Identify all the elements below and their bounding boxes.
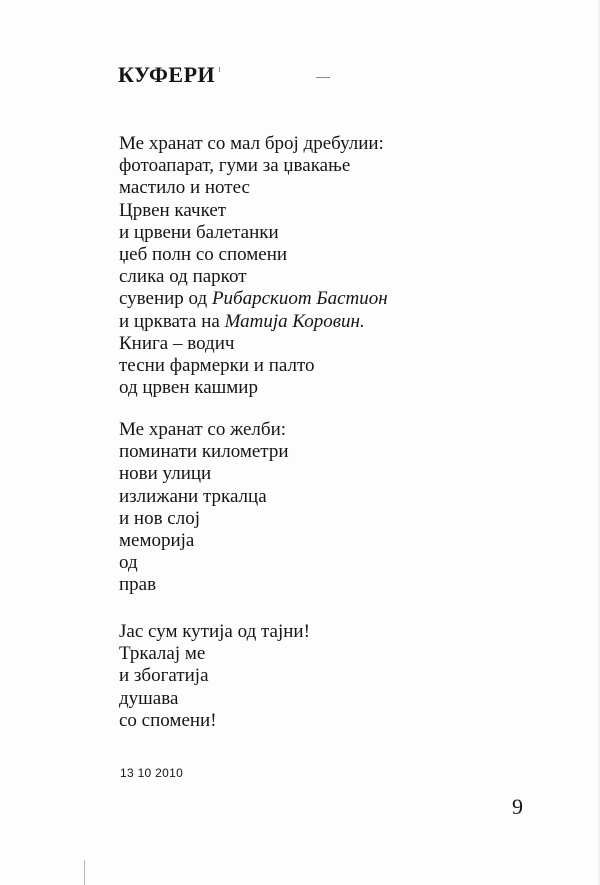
poem-line: Црвен качкет bbox=[119, 199, 227, 221]
scan-mark bbox=[316, 77, 330, 78]
poem-line: тесни фармерки и палто bbox=[119, 354, 315, 376]
poem-line: од bbox=[119, 552, 138, 574]
poem-line: џеб полн со спомени bbox=[119, 243, 288, 265]
poem-line: нови улици bbox=[119, 463, 212, 485]
poem-line: од црвен кашмир bbox=[119, 377, 258, 399]
poem-line bbox=[119, 288, 388, 310]
poem-line: и збогатија bbox=[119, 665, 209, 687]
italic-place-name: Матија Коровин. bbox=[224, 310, 365, 332]
stanza-3 bbox=[119, 621, 310, 732]
scan-mark bbox=[219, 67, 220, 72]
poem-line: прав bbox=[119, 574, 157, 596]
poem-line: излижани тркалца bbox=[119, 485, 267, 507]
poem-date: 13 10 2010 bbox=[120, 766, 184, 780]
poem-line: поминати километри bbox=[119, 441, 289, 463]
poem-line: мастило и нотес bbox=[119, 177, 250, 199]
poem-line: слика од паркот bbox=[119, 266, 247, 288]
scan-mark bbox=[84, 860, 85, 885]
poem-line: и нов слој bbox=[119, 507, 201, 529]
stanza-2 bbox=[119, 419, 289, 597]
poem-line: Тркалај ме bbox=[119, 643, 206, 665]
poem-line: меморија bbox=[119, 529, 195, 551]
poem-line: Ме хранат со мал број дребулии: bbox=[119, 133, 384, 154]
poem-line: и црвени балетанки bbox=[119, 221, 279, 243]
poem-title: КУФЕРИ bbox=[118, 62, 216, 87]
page-number: 9 bbox=[512, 794, 523, 819]
poem-line: Ме хранат со желби: bbox=[119, 419, 287, 440]
poem-line: фотоапарат, гуми за џвакање bbox=[119, 155, 351, 177]
poem-line: душава bbox=[119, 687, 179, 709]
poem-line bbox=[119, 311, 388, 333]
poem-line: Јас сум кутија од тајни! bbox=[119, 621, 310, 642]
poem-line: Книга – водич bbox=[119, 332, 235, 354]
line-text: и црквата на bbox=[119, 310, 225, 332]
line-text: сувенир од bbox=[119, 288, 212, 310]
stanza-1 bbox=[119, 133, 388, 399]
poem-line: со спомени! bbox=[119, 709, 217, 731]
italic-place-name: Рибарскиот Бастион bbox=[211, 288, 388, 310]
